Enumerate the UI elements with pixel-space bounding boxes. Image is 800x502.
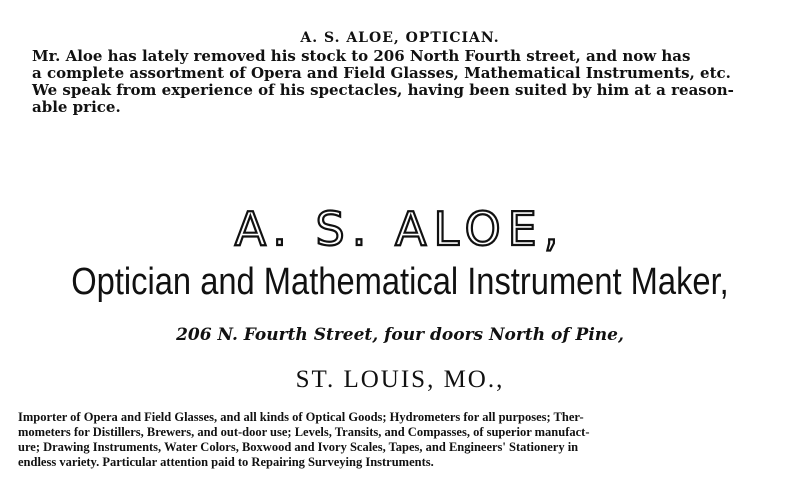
- advertisement-body: [18, 410, 788, 470]
- advertisement-line: ure; Drawing Instruments, Water Colors, Boxwood and Ivory Scales, Tapes, and Engineers' Stationery in: [18, 440, 579, 454]
- notice-line: a complete assortment of Opera and Field Glasses, Mathematical Instruments, etc.: [32, 64, 731, 82]
- advertiser-address: 206 N. Fourth Street, four doors North of Pine,: [176, 325, 624, 345]
- advertisement-line: endless variety. Particular attention paid to Repairing Surveying Instruments.: [18, 455, 434, 469]
- advertiser-trade: Optician and Mathematical Instrument Maker,: [71, 261, 729, 303]
- notice-heading: A. S. ALOE, OPTICIAN.: [300, 30, 500, 46]
- advertiser-city: ST. LOUIS, MO.,: [295, 366, 505, 393]
- advertisement-line: mometers for Distillers, Brewers, and out-door use; Levels, Transits, and Compasses, of superior manufact-: [18, 425, 590, 439]
- notice-line: We speak from experience of his spectacles, having been suited by him at a reason-: [32, 81, 734, 99]
- notice-body: [32, 48, 788, 116]
- advertiser-name: A. S. ALOE,: [234, 202, 566, 256]
- advertisement-line: Importer of Opera and Field Glasses, and all kinds of Optical Goods; Hydrometers for all purposes; Ther-: [18, 410, 584, 424]
- notice-line: able price.: [32, 98, 121, 116]
- notice-line: Mr. Aloe has lately removed his stock to 206 North Fourth street, and now has: [32, 47, 691, 65]
